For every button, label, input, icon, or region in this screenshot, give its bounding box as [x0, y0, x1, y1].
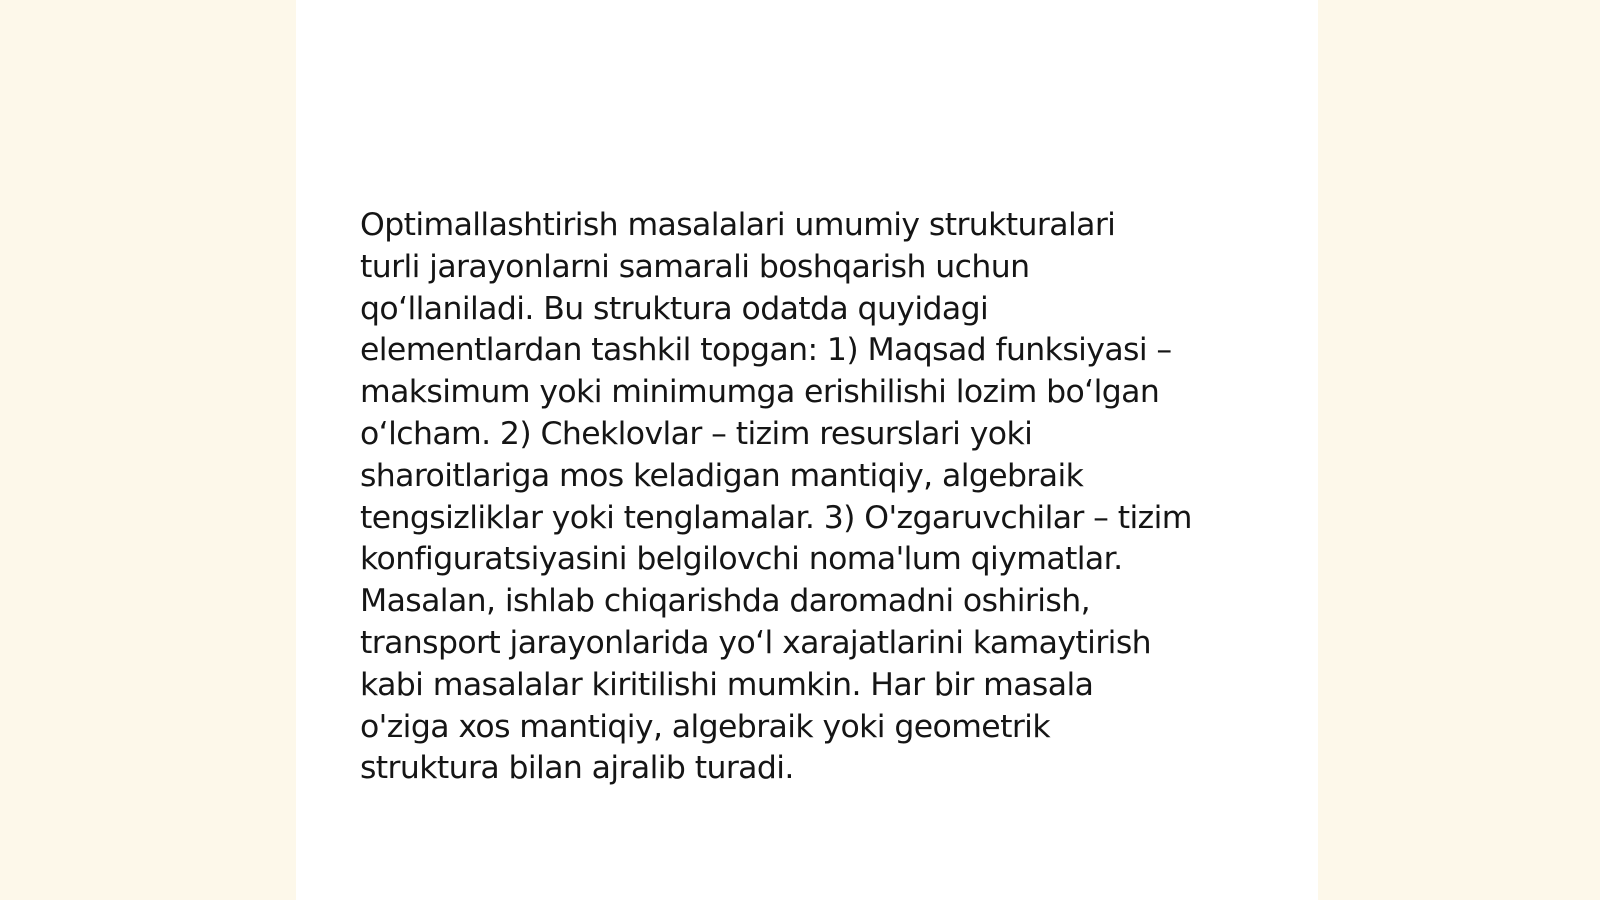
paragraph-line: o‘lcham. 2) Cheklovlar – tizim resurslari yoki — [360, 415, 1033, 452]
paragraph-line: konfiguratsiyasini belgilovchi noma'lum qiymatlar. — [360, 541, 1123, 578]
paragraph-line: tengsizliklar yoki tenglamalar. 3) O'zgaruvchilar – tizim — [360, 499, 1192, 536]
paragraph-line: qo‘llaniladi. Bu struktura odatda quyidagi — [360, 290, 989, 327]
slide-page — [296, 0, 1318, 900]
paragraph-line: Masalan, ishlab chiqarishda daromadni oshirish, — [360, 583, 1090, 620]
paragraph-line: struktura bilan ajralib turadi. — [360, 750, 794, 787]
paragraph-line: Optimallashtirish masalalari umumiy strukturalari — [360, 207, 1116, 243]
paragraph-line: o'ziga xos mantiqiy, algebraik yoki geometrik — [360, 708, 1050, 745]
paragraph-line: transport jarayonlarida yo‘l xarajatlarini kamaytirish — [360, 624, 1151, 661]
paragraph-line: turli jarayonlarni samarali boshqarish uchun — [360, 248, 1030, 285]
paragraph-line: kabi masalalar kiritilishi mumkin. Har bir masala — [360, 666, 1094, 703]
paragraph-line: elementlardan tashkil topgan: 1) Maqsad funksiyasi – — [360, 332, 1172, 369]
paragraph-line: sharoitlariga mos keladigan mantiqiy, algebraik — [360, 457, 1084, 494]
paragraph-line: maksimum yoki minimumga erishilishi lozim bo‘lgan — [360, 374, 1160, 411]
body-paragraph — [360, 205, 1260, 790]
